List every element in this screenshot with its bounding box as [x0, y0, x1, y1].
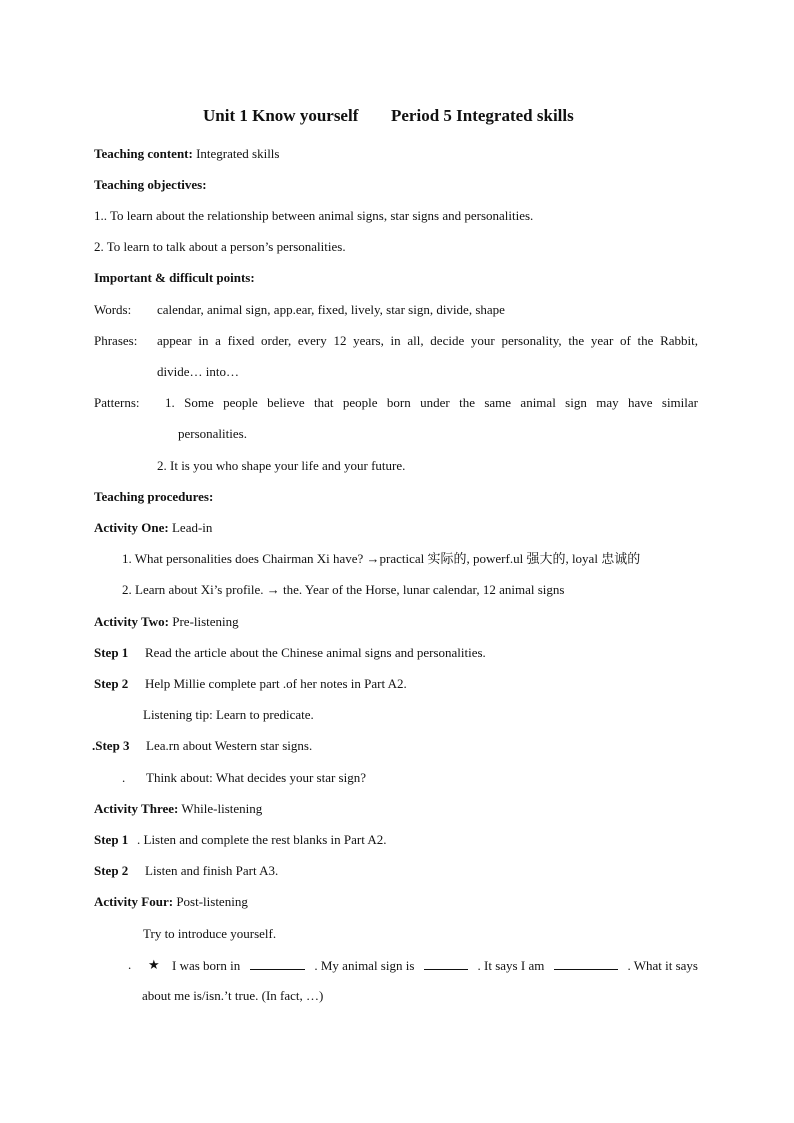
- activity-two-step-1: Read the article about the Chinese animal signs and personalities.: [145, 645, 486, 660]
- pattern-2: 2. It is you who shape your life and your future.: [157, 458, 406, 473]
- intro-sentence-line-1: [172, 957, 698, 974]
- activity-one-heading: [94, 520, 212, 536]
- activity-two-step-3: Lea.rn about Western star signs.: [146, 738, 313, 753]
- activity-one-label: Activity One:: [94, 520, 169, 535]
- activity-one-item-2: 2. Learn about Xi’s profile. → the. Year of the Horse, lunar calendar, 12 animal signs: [122, 582, 565, 597]
- teaching-content-line: [94, 146, 279, 162]
- words-label: Words:: [94, 302, 132, 317]
- activity-three-step-2-label: Step 2: [94, 863, 129, 878]
- activity-two-step-1-label: Step 1: [94, 645, 129, 660]
- activity-three-step-1-label: Step 1: [94, 832, 129, 847]
- objectives-heading: Teaching objectives:: [94, 177, 207, 192]
- blank-personality[interactable]: [554, 957, 618, 970]
- teaching-content-label: Teaching content:: [94, 146, 193, 161]
- intro-text-4: . What it says: [627, 958, 698, 973]
- blank-born-in[interactable]: [250, 957, 305, 970]
- activity-three-title: While-listening: [178, 801, 263, 816]
- blank-animal-sign[interactable]: [424, 957, 468, 970]
- phrases-label: Phrases:: [94, 333, 138, 348]
- activity-two-step-2-label: Step 2: [94, 676, 129, 691]
- listening-tip: Listening tip: Learn to predicate.: [143, 707, 314, 722]
- activity-two-title: Pre-listening: [168, 614, 239, 629]
- activity-two-step-2: Help Millie complete part .of her notes in Part A2.: [145, 676, 407, 691]
- activity-three-step-2: Listen and finish Part A3.: [145, 863, 279, 878]
- title-unit: Unit 1 Know yourself: [203, 106, 359, 125]
- intro-text-2: . My animal sign is: [314, 958, 415, 973]
- pattern-1-line-2: personalities.: [178, 426, 247, 441]
- activity-one-title: Lead-in: [168, 520, 213, 535]
- star-icon: ★: [148, 957, 160, 972]
- pattern-1-line-1: 1. Some people believe that people born under the same animal sign may have similar: [165, 395, 698, 410]
- phrases-line-1: appear in a fixed order, every 12 years, in all, decide your personality, the year of the Rabbit,: [157, 333, 698, 348]
- activity-four-heading: [94, 894, 248, 910]
- activity-two-heading: [94, 614, 239, 630]
- activity-three-label: Activity Three:: [94, 801, 179, 816]
- words-list: calendar, animal sign, app.ear, fixed, lively, star sign, divide, shape: [157, 302, 505, 317]
- activity-four-label: Activity Four:: [94, 894, 174, 909]
- activity-two-label: Activity Two:: [94, 614, 169, 629]
- teaching-content-value: Integrated skills: [192, 146, 280, 161]
- objective-item-1: 1.. To learn about the relationship between animal signs, star signs and personalities.: [94, 208, 534, 223]
- activity-four-title: Post-listening: [173, 894, 248, 909]
- title-period: Period 5 Integrated skills: [391, 106, 574, 125]
- patterns-label: Patterns:: [94, 395, 140, 410]
- think-dot: .: [122, 770, 126, 785]
- intro-text-3: . It says I am: [477, 958, 545, 973]
- objective-item-2: 2. To learn to talk about a person’s personalities.: [94, 239, 346, 254]
- intro-dot: .: [128, 957, 132, 972]
- procedures-heading: Teaching procedures:: [94, 489, 214, 504]
- try-introduce: Try to introduce yourself.: [143, 926, 277, 941]
- activity-two-step-3-label: .Step 3: [92, 738, 130, 753]
- activity-three-step-1: . Listen and complete the rest blanks in Part A2.: [137, 832, 387, 847]
- activity-one-item-1: 1. What personalities does Chairman Xi have? →practical 实际的, powerf.ul 强大的, loyal 忠诚的: [122, 551, 641, 566]
- intro-sentence-line-2: about me is/isn.’t true. (In fact, …): [142, 988, 324, 1003]
- points-heading: Important & difficult points:: [94, 270, 255, 285]
- intro-text-1: I was born in: [172, 958, 241, 973]
- think-about: Think about: What decides your star sign?: [146, 770, 366, 785]
- activity-three-heading: [94, 801, 262, 817]
- phrases-line-2: divide… into…: [157, 364, 239, 379]
